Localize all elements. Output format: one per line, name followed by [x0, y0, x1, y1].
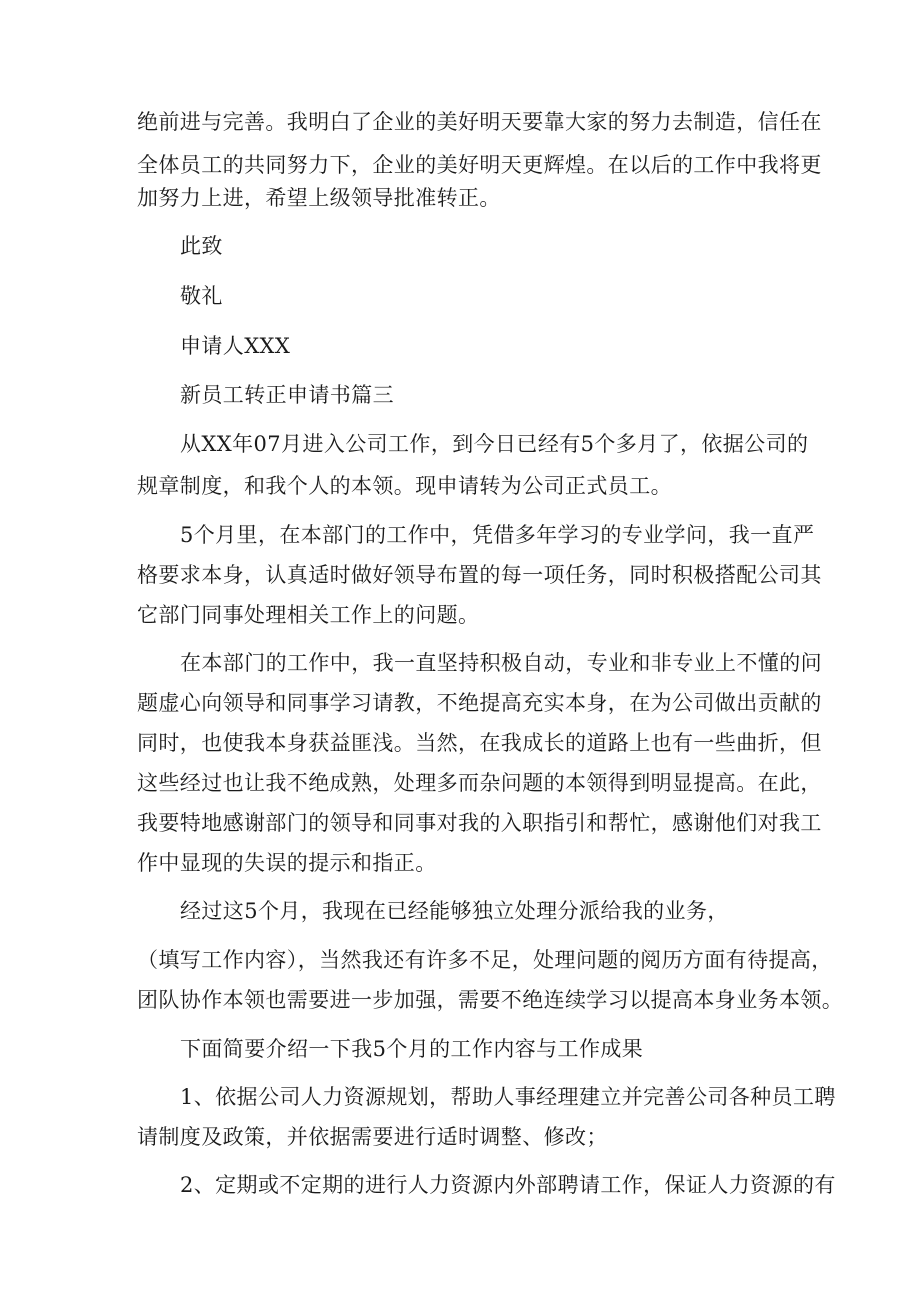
closing-salutation: 此致: [180, 234, 223, 258]
closing-regards: 敬礼: [180, 284, 223, 308]
text-line: 它部门同事处理相关工作上的问题。: [137, 603, 480, 627]
text-line: 团队协作本领也需要进一步加强，需要不绝连续学习以提高本身业务本领。: [137, 988, 844, 1012]
text-line: 加努力上进，希望上级领导批准转正。: [137, 186, 501, 210]
text-line: 同时，也使我本身获益匪浅。当然，在我成长的道路上也有一些曲折，但: [137, 731, 822, 755]
text-line: 格要求本身，认真适时做好领导布置的每一项任务，同时积极搭配公司其: [137, 563, 822, 587]
text-line: 我要特地感谢部门的领导和同事对我的入职指引和帮忙，感谢他们对我工: [137, 811, 822, 835]
text-line: 绝前进与完善。我明白了企业的美好明天要靠大家的努力去制造，信任在: [137, 110, 822, 134]
text-line: 从XX年07月进入公司工作，到今日已经有5个多月了，依据公司的: [180, 432, 809, 456]
text-line: 在本部门的工作中，我一直坚持积极自动，专业和非专业上不懂的问: [180, 651, 822, 675]
applicant-signature: 申请人XXX: [180, 334, 291, 358]
text-line: 经过这5个月，我现在已经能够独立处理分派给我的业务，: [180, 899, 729, 923]
text-line: 下面简要介绍一下我5个月的工作内容与工作成果: [180, 1037, 644, 1061]
text-line: （填写工作内容），当然我还有许多不足，处理问题的阅历方面有待提高，: [137, 948, 833, 972]
text-line: 5个月里，在本部门的工作中，凭借多年学习的专业学问，我一直严: [180, 523, 815, 547]
text-line: 作中显现的失误的提示和指正。: [137, 851, 437, 875]
list-item: 1、依据公司人力资源规划，帮助人事经理建立并完善公司各种员工聘: [180, 1085, 836, 1109]
text-line: 这些经过也让我不绝成熟，处理多而杂问题的本领得到明显提高。在此，: [137, 771, 822, 795]
section-title: 新员工转正申请书篇三: [180, 383, 394, 407]
text-line: 规章制度，和我个人的本领。现申请转为公司正式员工。: [137, 474, 672, 498]
list-item: 2、定期或不定期的进行人力资源内外部聘请工作，保证人力资源的有: [180, 1173, 836, 1197]
text-line: 全体员工的共同努力下，企业的美好明天更辉煌。在以后的工作中我将更: [137, 153, 822, 177]
text-line: 题虚心向领导和同事学习请教，不绝提高充实本身，在为公司做出贡献的: [137, 691, 822, 715]
text-line: 请制度及政策，并依据需要进行适时调整、修改；: [137, 1125, 608, 1149]
